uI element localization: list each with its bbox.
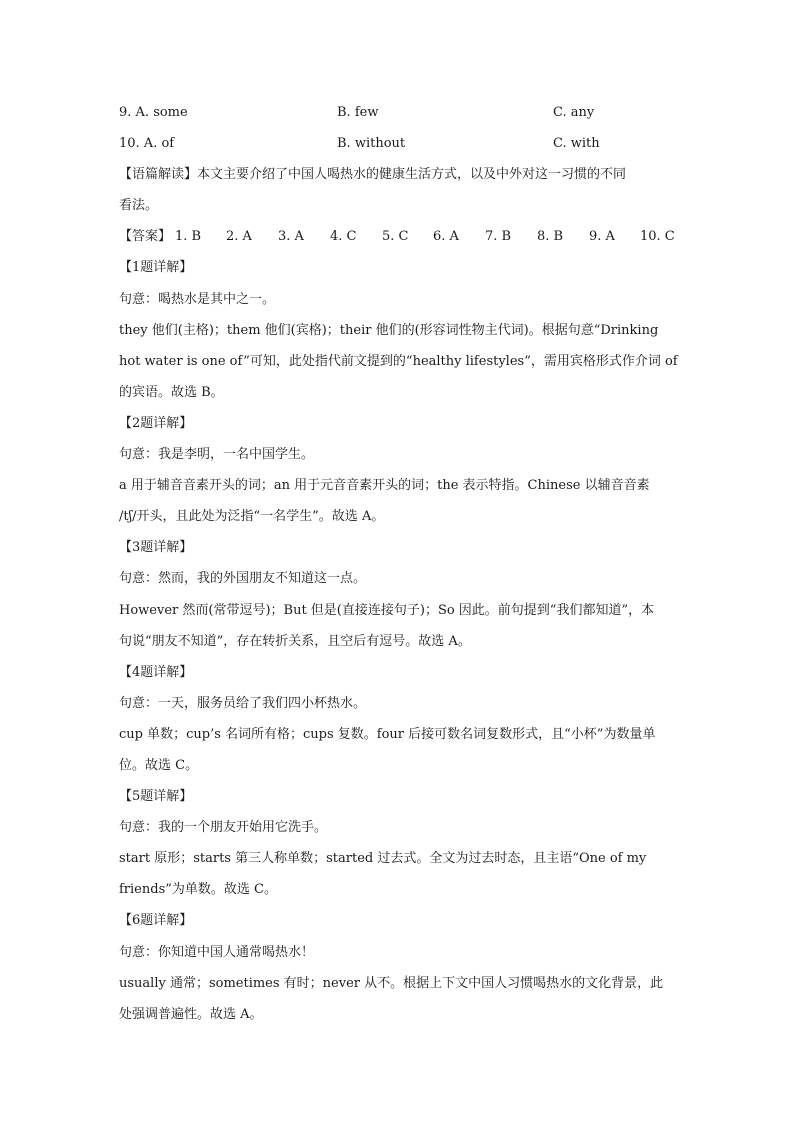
explanation-line: /tʃ/开头，且此处为泛指“一名学生”。故选 A。 (119, 509, 385, 525)
explanation-line: cup 单数；cup’s 名词所有格；cups 复数。four 后接可数名词复数形式，且“小杯”为数量单 (119, 726, 656, 742)
answer-item: 6. A (433, 229, 459, 245)
explanation-heading: 【4题详解】 (119, 664, 193, 680)
explanation-line: start 原形；starts 第三人称单数；started 过去式。全文为过去时态，且主语“One of my (119, 851, 647, 867)
explanation-line: 句意：一天，服务员给了我们四小杯热水。 (119, 695, 367, 711)
option-a: 9. A. some (119, 105, 188, 120)
option-row-9 (119, 99, 679, 130)
option-a: 10. A. of (119, 136, 175, 152)
explanation-line: 句说“朋友不知道”，存在转折关系，且空后有逗号。故选 A。 (119, 633, 471, 649)
explanation-line: 的宾语。故选 B。 (119, 384, 224, 400)
option-c: C. with (553, 136, 600, 152)
option-c: C. any (553, 105, 595, 120)
explanation-line: 句意：我是李明，一名中国学生。 (119, 447, 315, 463)
answer-item: 5. C (382, 229, 409, 245)
answer-item: 1. B (175, 229, 202, 245)
explanation-line: 句意：喝热水是其中之一。 (119, 291, 276, 307)
explanation-line: 处强调普遍性。故选 A。 (119, 1006, 263, 1022)
answer-label: 【答案】 (119, 229, 172, 245)
intro-line: 【语篇解读】本文主要介绍了中国人喝热水的健康生活方式，以及中外对这一习惯的不同 (119, 167, 627, 183)
answer-item: 3. A (278, 229, 304, 245)
explanation-line: they 他们(主格)；them 他们(宾格)；their 他们的(形容词性物主代词)。根据句意“Drinking (119, 322, 659, 338)
option-b: B. without (337, 136, 406, 152)
explanation-heading: 【2题详解】 (119, 415, 193, 431)
option-row-10 (119, 130, 679, 161)
explanation-line: a 用于辅音音素开头的词；an 用于元音音素开头的词；the 表示特指。Chinese 以辅音音素 (119, 478, 650, 494)
option-b: B. few (337, 105, 379, 120)
explanation-heading: 【1题详解】 (119, 260, 193, 276)
explanation-line: 句意：你知道中国人通常喝热水！ (119, 944, 315, 960)
explanation-line: 句意：然而，我的外国朋友不知道这一点。 (119, 571, 367, 587)
explanation-line: 位。故选 C。 (119, 757, 199, 773)
explanation-line: usually 通常；sometimes 有时；never 从不。根据上下文中国人习惯喝热水的文化背景，此 (119, 975, 664, 991)
explanation-line: 句意：我的一个朋友开始用它洗手。 (119, 820, 328, 836)
explanation-heading: 【6题详解】 (119, 913, 193, 929)
answer-item: 2. A (226, 229, 252, 245)
intro-line: 看法。 (119, 198, 159, 214)
answer-item: 7. B (485, 229, 512, 245)
explanation-line: friends”为单数。故选 C。 (119, 882, 277, 898)
explanation-heading: 【3题详解】 (119, 540, 193, 556)
answer-item: 10. C (640, 229, 675, 245)
explanation-line: However 然而(常带逗号)；But 但是(直接连接句子)；So 因此。前句提到“我们都知道”，本 (119, 602, 655, 618)
answer-item: 9. A (589, 229, 615, 245)
content-area (119, 99, 679, 1032)
answer-key (119, 223, 679, 254)
answer-item: 8. B (537, 229, 564, 245)
answer-item: 4. C (330, 229, 357, 245)
explanation-line: hot water is one of”可知，此处指代前文提到的“healthy lifestyles”，需用宾格形式作介词 of (119, 353, 678, 369)
explanation-heading: 【5题详解】 (119, 789, 193, 805)
